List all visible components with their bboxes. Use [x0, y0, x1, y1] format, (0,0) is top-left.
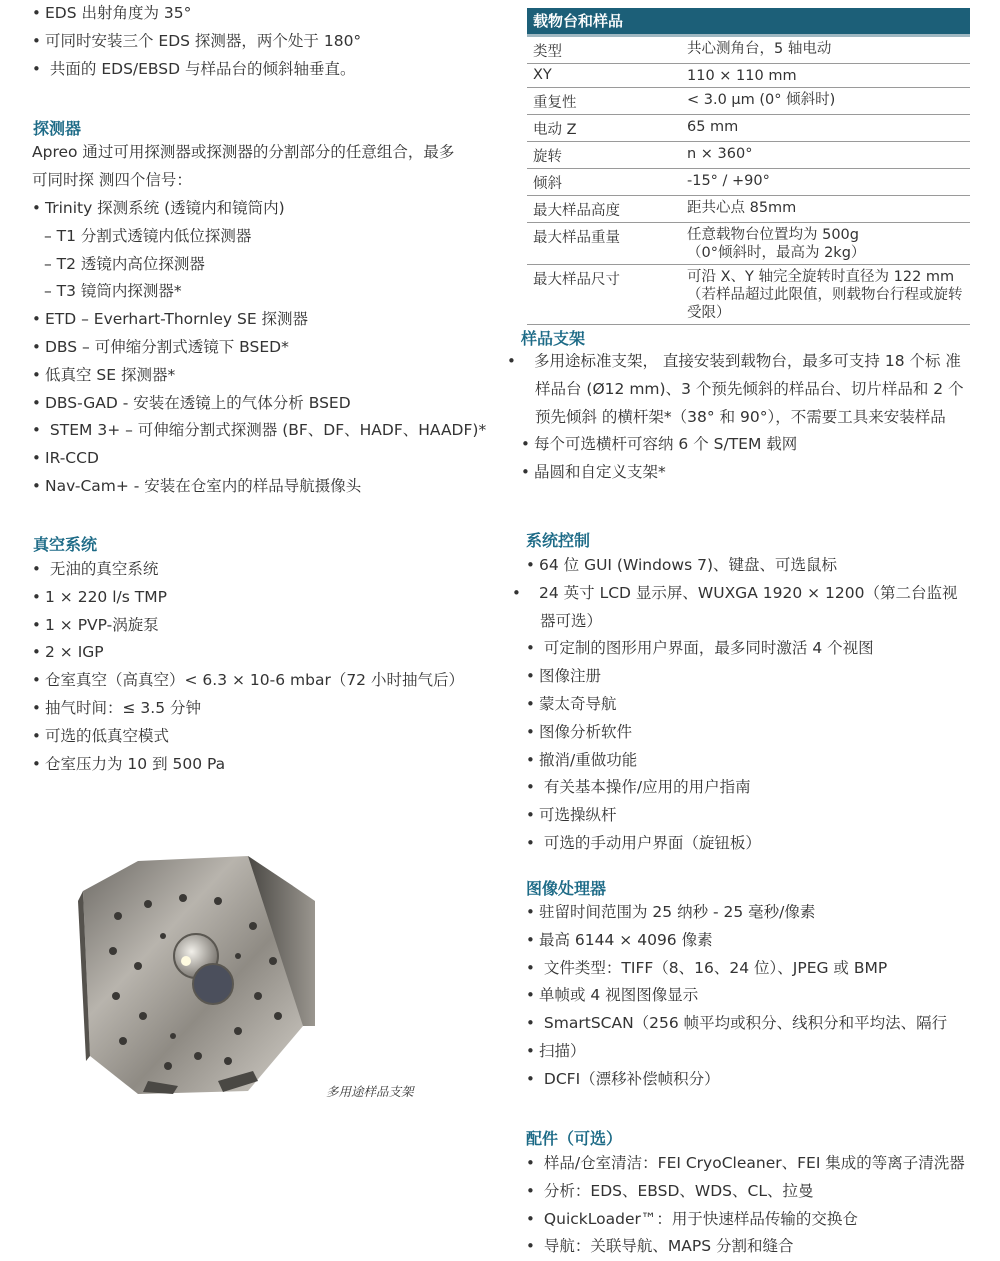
sample-holder-image: [78, 856, 315, 1096]
list-item: • 可选的手动用户界面（旋钮板）: [526, 833, 761, 852]
table-row: 最大样品尺寸 可沿 X、Y 轴完全旋转时直径为 122 mm（若样品超过此限值，则载物台行程或旋转受限）: [527, 265, 970, 325]
list-item: • 每个可选横杆可容纳 6 个 S/TEM 载网: [521, 435, 798, 454]
photo-caption: 多用途样品支架: [326, 1084, 414, 1099]
accessories-heading: 配件（可选）: [526, 1129, 623, 1148]
accessories-list: [526, 1150, 965, 1261]
list-item: • DBS-GAD - 安装在透镜上的气体分析 BSED: [32, 393, 351, 412]
sample-holder-photo: [78, 856, 315, 1096]
list-item: • 可选操纵杆: [526, 806, 617, 825]
list-item: • 扫描）: [526, 1041, 586, 1060]
list-item: • Trinity 探测系统 (透镜内和镜筒内): [32, 199, 285, 217]
table-row: XY 110 × 110 mm: [527, 64, 970, 88]
list-item: • DBS – 可伸缩分割式透镜下 BSED*: [32, 337, 289, 356]
list-item: – T1 分割式透镜内低位探测器: [44, 226, 252, 245]
list-item: • QuickLoader™：用于快速样品传输的交换仓: [526, 1209, 858, 1228]
vacuum-heading: 真空系统: [33, 535, 98, 554]
list-item: • 多用途标准支架， 直接安装到载物台，最多可支持 18 个标 准样品台 (Ø12 mm)、3 个预先倾斜的样品台、切片样品和 2 个预先倾斜 的横杆架*（38° 和 90°），不需要工具来安装样品: [507, 352, 964, 426]
detectors-list: [32, 195, 486, 501]
list-item: • 图像注册: [526, 667, 602, 686]
table-row: 电动 Z 65 mm: [527, 115, 970, 142]
list-item: • 导航：关联导航、MAPS 分割和缝合: [526, 1237, 794, 1256]
list-item: • IR-CCD: [32, 449, 99, 468]
detectors-heading: 探测器: [33, 119, 82, 138]
detectors-intro: Apreo 通过可用探测器或探测器的分割部分的任意组合，最多 可同时探 测四个信号：: [32, 143, 455, 189]
list-item: • 可选的低真空模式: [32, 726, 170, 745]
list-item: • EDS 出射角度为 35°: [32, 4, 192, 22]
list-item: – T3 镜筒内探测器*: [44, 282, 182, 301]
list-item: • 可定制的图形用户界面，最多同时激活 4 个视图: [526, 639, 874, 658]
list-item: • 64 位 GUI (Windows 7)、键盘、可选鼠标: [526, 556, 838, 574]
list-item: • 仓室压力为 10 到 500 Pa: [32, 754, 226, 773]
list-item: • 抽气时间：≤ 3.5 分钟: [32, 698, 201, 717]
list-item: • Nav-Cam+ - 安装在仓室内的样品导航摄像头: [32, 476, 362, 495]
list-item: • 低真空 SE 探测器*: [32, 365, 176, 384]
list-item: • 无油的真空系统: [32, 560, 159, 578]
list-item: • SmartSCAN（256 帧平均或积分、线积分和平均法、隔行: [526, 1014, 948, 1033]
list-item: • 蒙太奇导航: [526, 694, 617, 713]
list-item: • 图像分析软件: [526, 722, 633, 741]
table-row: 最大样品高度 距共心点 85mm: [527, 196, 970, 223]
table-row: 类型 共心测角台，5 轴电动: [527, 37, 970, 64]
list-item: • STEM 3+ – 可伸缩分割式探测器 (BF、DF、HADF、HAADF)*: [32, 421, 487, 440]
table-row: 最大样品重量 任意载物台位置均为 500g （0°倾斜时，最高为 2kg）: [527, 223, 970, 265]
list-item: • ETD – Everhart-Thornley SE 探测器: [32, 310, 309, 329]
holder-heading: 样品支架: [521, 329, 586, 348]
list-item: • 1 × 220 l/s TMP: [32, 587, 167, 606]
list-item: • 最高 6144 × 4096 像素: [526, 930, 713, 949]
table-row: 旋转 n × 360°: [527, 142, 970, 169]
list-item: • 晶圆和自定义支架*: [521, 463, 666, 482]
holder-list: [507, 348, 971, 487]
top-bullet-list: [32, 0, 361, 83]
table-title: 载物台和样品: [527, 8, 970, 37]
list-item: • DCFI（漂移补偿帧积分）: [526, 1069, 720, 1088]
control-list: [512, 552, 972, 858]
list-item: • 24 英寸 LCD 显示屏、WUXGA 1920 × 1200（第二台监视器可选）: [512, 583, 958, 630]
list-item: – T2 透镜内高位探测器: [44, 254, 205, 273]
list-item: • 撤消/重做功能: [526, 750, 638, 769]
list-item: • 共面的 EDS/EBSD 与样品台的倾斜轴垂直。: [32, 59, 356, 78]
list-item: • 仓室真空（高真空）< 6.3 × 10-6 mbar（72 小时抽气后）: [32, 671, 464, 690]
list-item: • 有关基本操作/应用的用户指南: [526, 778, 751, 797]
processor-heading: 图像处理器: [526, 879, 607, 898]
list-item: • 驻留时间范围为 25 纳秒 - 25 毫秒/像素: [526, 903, 816, 921]
list-item: • 可同时安装三个 EDS 探测器，两个处于 180°: [32, 31, 362, 50]
processor-list: [526, 899, 947, 1094]
table-row: 重复性 < 3.0 µm (0° 倾斜时): [527, 88, 970, 115]
list-item: • 1 × PVP-涡旋泵: [32, 615, 159, 634]
list-item: • 单帧或 4 视图图像显示: [526, 986, 699, 1005]
list-item: • 2 × IGP: [32, 643, 104, 662]
table-row: 倾斜 -15° / +90°: [527, 169, 970, 196]
list-item: • 样品/仓室清洁：FEI CryoCleaner、FEI 集成的等离子清洗器: [526, 1154, 965, 1172]
list-item: • 分析：EDS、EBSD、WDS、CL、拉曼: [526, 1181, 814, 1200]
list-item: • 文件类型：TIFF（8、16、24 位）、JPEG 或 BMP: [526, 958, 888, 977]
control-heading: 系统控制: [526, 531, 591, 550]
vacuum-list: [32, 556, 464, 778]
stage-specs-table: [527, 8, 970, 325]
